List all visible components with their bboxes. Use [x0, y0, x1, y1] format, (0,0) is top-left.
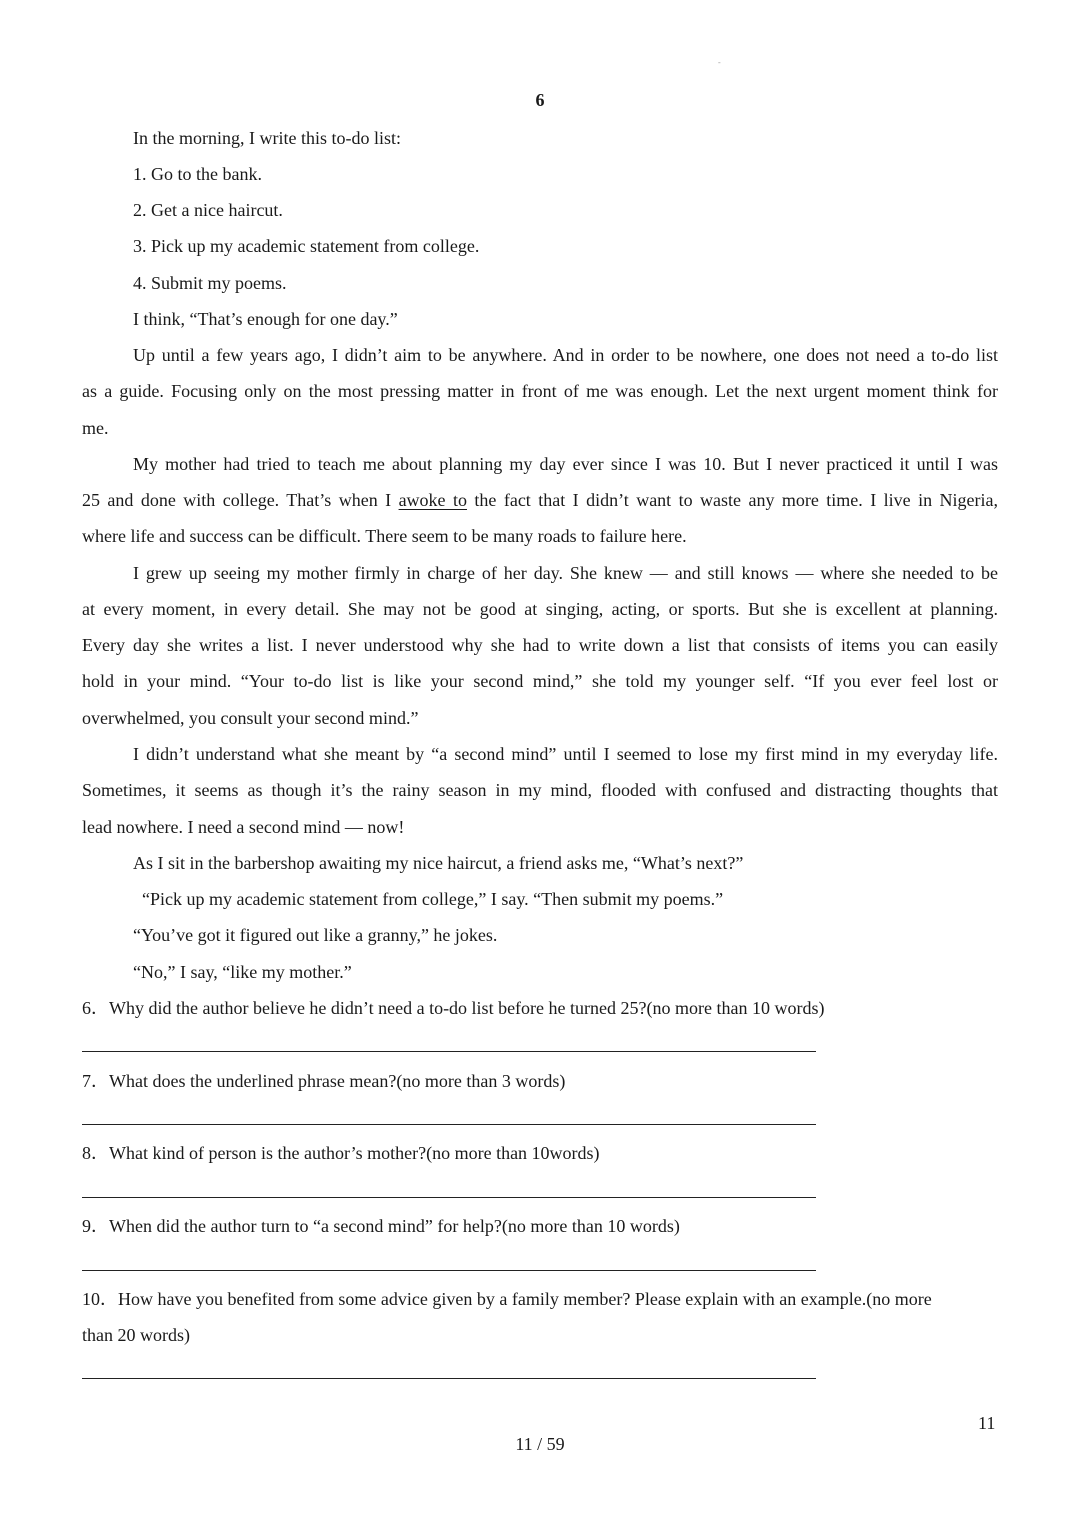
- question-9: [82, 1214, 998, 1238]
- todo-item: 4. Submit my poems.: [133, 273, 287, 293]
- section-number: 6: [535, 90, 545, 110]
- passage-line: I grew up seeing my mother firmly in charge of her day. She knew — and still knows — where she needed to be: [133, 563, 998, 583]
- passage-line: [82, 488, 998, 512]
- passage-intro: In the morning, I write this to-do list:: [133, 128, 401, 148]
- question-text: What does the underlined phrase mean?(no more than 3 words): [109, 1071, 566, 1091]
- passage-text: 25 and done with college. That’s when I: [82, 490, 399, 510]
- passage-line: My mother had tried to teach me about planning my day ever since I was 10. But I never practiced it until I was: [133, 454, 998, 474]
- dialogue-line: “No,” I say, “like my mother.”: [133, 962, 352, 982]
- question-8: [82, 1141, 998, 1165]
- scan-mark: -: [718, 58, 721, 67]
- passage-line: lead nowhere. I need a second mind — now!: [82, 817, 405, 837]
- question-text: When did the author turn to “a second mind” for help?(no more than 10 words): [109, 1216, 680, 1236]
- passage-line: hold in your mind. “Your to-do list is like your second mind,” she told my younger self. “If you ever feel lost or: [82, 671, 998, 691]
- question-number: 7．: [82, 1071, 109, 1091]
- passage-line: I didn’t understand what she meant by “a second mind” until I seemed to lose my first mind in my everyday life.: [133, 744, 998, 764]
- question-10-continued: than 20 words): [82, 1325, 190, 1345]
- page-number: 11: [978, 1413, 996, 1433]
- question-number: 8．: [82, 1143, 109, 1163]
- passage-line: Every day she writes a list. I never understood why she had to write down a list that consists of items you can easily: [82, 635, 998, 655]
- passage-line: at every moment, in every detail. She may not be good at singing, acting, or sports. But she is excellent at planning.: [82, 599, 998, 619]
- passage-text: the fact that I didn’t want to waste any more time. I live in Nigeria,: [466, 490, 998, 510]
- answer-line-7[interactable]: [82, 1124, 816, 1125]
- todo-item: 3. Pick up my academic statement from college.: [133, 236, 480, 256]
- question-7: [82, 1069, 998, 1093]
- question-text: How have you benefited from some advice given by a family member? Please explain with an example.(no more: [118, 1289, 932, 1309]
- question-text: What kind of person is the author’s mother?(no more than 10words): [109, 1143, 600, 1163]
- answer-line-8[interactable]: [82, 1197, 816, 1198]
- todo-item: 2. Get a nice haircut.: [133, 200, 283, 220]
- passage-line: Up until a few years ago, I didn’t aim to be anywhere. And in order to be nowhere, one does not need a to-do list: [133, 345, 998, 365]
- passage-line: Sometimes, it seems as though it’s the rainy season in my mind, flooded with confused and distracting thoughts that: [82, 780, 998, 800]
- passage-line: me.: [82, 418, 109, 438]
- dialogue-line: “Pick up my academic statement from college,” I say. “Then submit my poems.”: [142, 889, 724, 909]
- question-10: [82, 1287, 998, 1311]
- passage-line: where life and success can be difficult. There seem to be many roads to failure here.: [82, 526, 687, 546]
- question-text: Why did the author believe he didn’t need a to-do list before he turned 25?(no more than 10 words): [109, 998, 825, 1018]
- answer-line-10[interactable]: [82, 1378, 816, 1379]
- question-6: [82, 996, 998, 1020]
- pagination: 11 / 59: [515, 1434, 565, 1454]
- passage-line: overwhelmed, you consult your second mind.”: [82, 708, 419, 728]
- underlined-phrase: awoke to: [398, 490, 467, 510]
- todo-item: 1. Go to the bank.: [133, 164, 262, 184]
- passage-line: I think, “That’s enough for one day.”: [133, 309, 398, 329]
- answer-line-6[interactable]: [82, 1051, 816, 1052]
- passage-line: as a guide. Focusing only on the most pressing matter in front of me was enough. Let the next urgent moment think for: [82, 381, 998, 401]
- question-number: 10．: [82, 1289, 118, 1309]
- dialogue-line: As I sit in the barbershop awaiting my nice haircut, a friend asks me, “What’s next?”: [133, 853, 744, 873]
- question-number: 9．: [82, 1216, 109, 1236]
- answer-line-9[interactable]: [82, 1270, 816, 1271]
- dialogue-line: “You’ve got it figured out like a granny,” he jokes.: [133, 925, 498, 945]
- question-number: 6．: [82, 998, 109, 1018]
